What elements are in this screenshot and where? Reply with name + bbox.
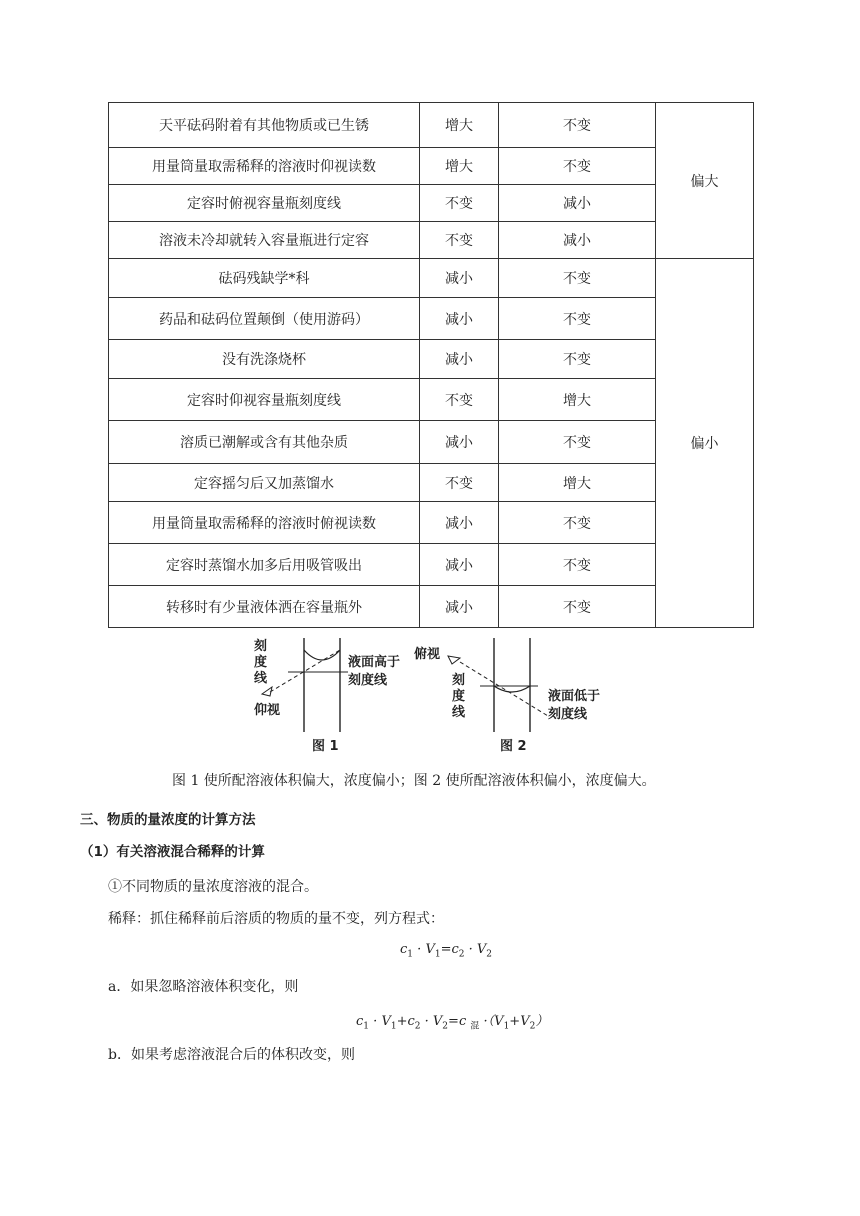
cause-cell: 转移时有少量液体洒在容量瓶外 xyxy=(109,586,420,628)
fig1-mark-label-2: 度 xyxy=(254,655,268,670)
volume-change-cell: 不变 xyxy=(499,586,656,628)
moles-change-cell: 减小 xyxy=(420,340,499,379)
fig1-eye-label: 仰视 xyxy=(254,703,281,718)
volume-change-cell: 不变 xyxy=(499,148,656,185)
paragraph-mixing: ①不同物质的量浓度溶液的混合。 xyxy=(108,879,318,895)
moles-change-cell: 减小 xyxy=(420,502,499,544)
cause-cell: 药品和砝码位置颠倒（使用游码） xyxy=(109,298,420,340)
cause-cell: 定容时蒸馏水加多后用吸管吸出 xyxy=(109,544,420,586)
cause-cell: 用量筒量取需稀释的溶液时仰视读数 xyxy=(109,148,420,185)
meniscus-figures xyxy=(248,636,618,756)
fig2-eye-label: 俯视 xyxy=(414,647,441,662)
cause-cell: 天平砝码附着有其他物质或已生锈 xyxy=(109,103,420,148)
moles-change-cell: 减小 xyxy=(420,259,499,298)
cause-cell: 定容时仰视容量瓶刻度线 xyxy=(109,379,420,421)
moles-change-cell: 不变 xyxy=(420,185,499,222)
result-high-cell: 偏大 xyxy=(656,103,754,259)
meniscus-diagram xyxy=(248,636,618,756)
cause-cell: 溶液未冷却就转入容量瓶进行定容 xyxy=(109,222,420,259)
error-analysis-table xyxy=(108,102,754,628)
moles-change-cell: 减小 xyxy=(420,586,499,628)
fig2-mark-label-1: 刻 xyxy=(452,673,466,688)
fig1-title: 图 1 xyxy=(312,739,339,754)
figure-2 xyxy=(414,638,600,754)
volume-change-cell: 不变 xyxy=(499,421,656,464)
section-title: 三、物质的量浓度的计算方法 xyxy=(80,812,256,828)
volume-change-cell: 不变 xyxy=(499,103,656,148)
cause-cell: 溶质已潮解或含有其他杂质 xyxy=(109,421,420,464)
volume-change-cell: 不变 xyxy=(499,259,656,298)
cause-cell: 定容时俯视容量瓶刻度线 xyxy=(109,185,420,222)
table-row xyxy=(109,259,754,298)
volume-change-cell: 不变 xyxy=(499,298,656,340)
moles-change-cell: 减小 xyxy=(420,421,499,464)
eye-icon xyxy=(448,656,460,664)
volume-change-cell: 不变 xyxy=(499,502,656,544)
figure-1 xyxy=(254,638,400,754)
cause-cell: 没有洗涤烧杯 xyxy=(109,340,420,379)
cause-cell: 砝码残缺学*科 xyxy=(109,259,420,298)
paragraph-dilution: 稀释：抓住稀释前后溶质的物质的量不变，列方程式： xyxy=(108,911,444,927)
moles-change-cell: 增大 xyxy=(420,103,499,148)
dilution-formula: $c_1 \cdot V_1=c_2 \cdot V_2$ xyxy=(400,942,493,960)
fig1-note-2: 刻度线 xyxy=(348,673,388,688)
volume-change-cell: 增大 xyxy=(499,379,656,421)
volume-change-cell: 减小 xyxy=(499,222,656,259)
paragraph-case-a: a．如果忽略溶液体积变化，则 xyxy=(108,979,299,995)
cause-cell: 定容摇匀后又加蒸馏水 xyxy=(109,464,420,502)
moles-change-cell: 减小 xyxy=(420,544,499,586)
fig1-note-1: 液面高于 xyxy=(348,655,401,670)
paragraph-case-b: b．如果考虑溶液混合后的体积改变，则 xyxy=(108,1047,355,1063)
fig2-note-1: 液面低于 xyxy=(548,689,601,704)
mixing-formula: $c_1 \cdot V_1+c_2 \cdot V_2=c$ $_混 \cdot(V_1+V_2)$ xyxy=(356,1014,549,1032)
moles-change-cell: 不变 xyxy=(420,222,499,259)
subsection-title: （1）有关溶液混合稀释的计算 xyxy=(80,844,265,860)
volume-change-cell: 减小 xyxy=(499,185,656,222)
table-row xyxy=(109,103,754,148)
fig1-mark-label-1: 刻 xyxy=(254,639,268,654)
cause-cell: 用量筒量取需稀释的溶液时俯视读数 xyxy=(109,502,420,544)
fig2-note-2: 刻度线 xyxy=(548,707,588,722)
moles-change-cell: 不变 xyxy=(420,464,499,502)
moles-change-cell: 减小 xyxy=(420,298,499,340)
moles-change-cell: 不变 xyxy=(420,379,499,421)
volume-change-cell: 增大 xyxy=(499,464,656,502)
fig2-mark-label-2: 度 xyxy=(452,689,466,704)
fig2-mark-label-3: 线 xyxy=(452,705,466,720)
eye-icon xyxy=(262,687,272,696)
moles-change-cell: 增大 xyxy=(420,148,499,185)
result-low-cell: 偏小 xyxy=(656,259,754,628)
fig2-title: 图 2 xyxy=(500,739,527,754)
volume-change-cell: 不变 xyxy=(499,340,656,379)
figure-caption: 图 1 使所配溶液体积偏大，浓度偏小；图 2 使所配溶液体积偏小，浓度偏大。 xyxy=(172,773,656,789)
fig1-mark-label-3: 线 xyxy=(254,671,268,686)
volume-change-cell: 不变 xyxy=(499,544,656,586)
